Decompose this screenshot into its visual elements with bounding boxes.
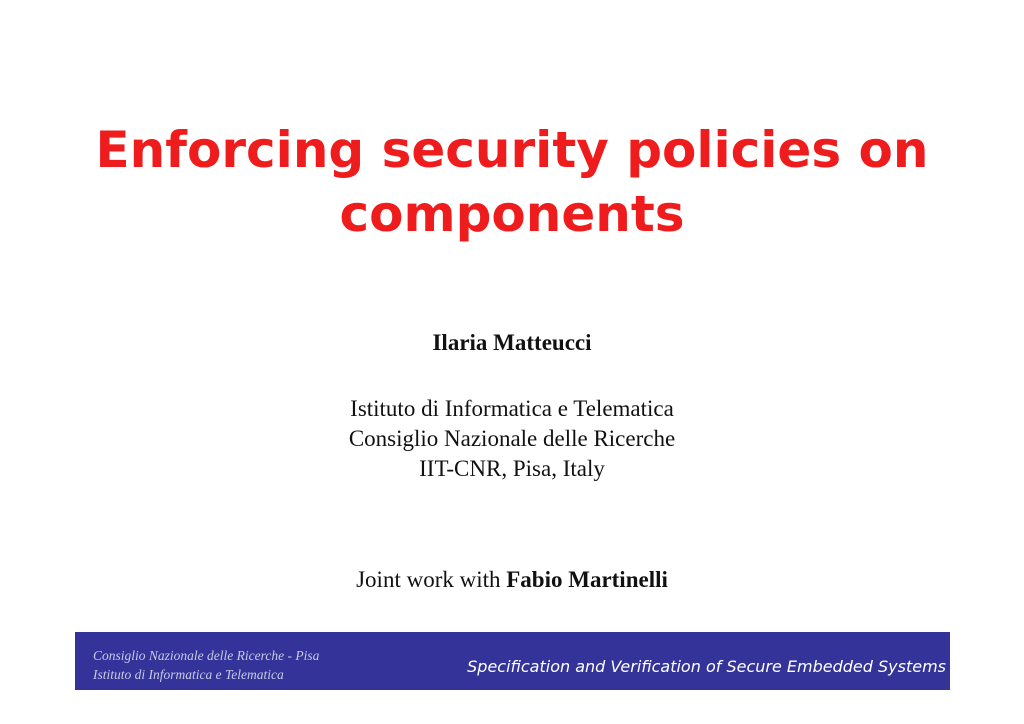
affiliation-line-2: Consiglio Nazionale delle Ricerche [348,426,676,451]
footer-project-title: Specification and Verification of Secure Embedded Systems [467,657,946,676]
joint-work-prefix: Joint work with [356,567,507,592]
footer-institution [93,646,319,684]
affiliation-line-3: IIT-CNR, Pisa, Italy [419,456,605,481]
affiliation-line-1: Istituto di Informatica e Telematica [350,396,674,421]
footer-left-line-1: Consiglio Nazionale delle Ricerche - Pisa [93,648,320,663]
footer-left-line-2: Istituto di Informatica e Telematica [93,667,284,682]
footer-bar [75,632,950,690]
slide-title [40,118,984,246]
affiliation-block [0,394,1024,484]
coauthor-name: Fabio Martinelli [506,567,668,592]
title-line-1: Enforcing security policies on [95,121,929,179]
author-name: Ilaria Matteucci [432,330,592,355]
title-line-2: components [339,185,685,243]
joint-work-line [0,567,1024,593]
